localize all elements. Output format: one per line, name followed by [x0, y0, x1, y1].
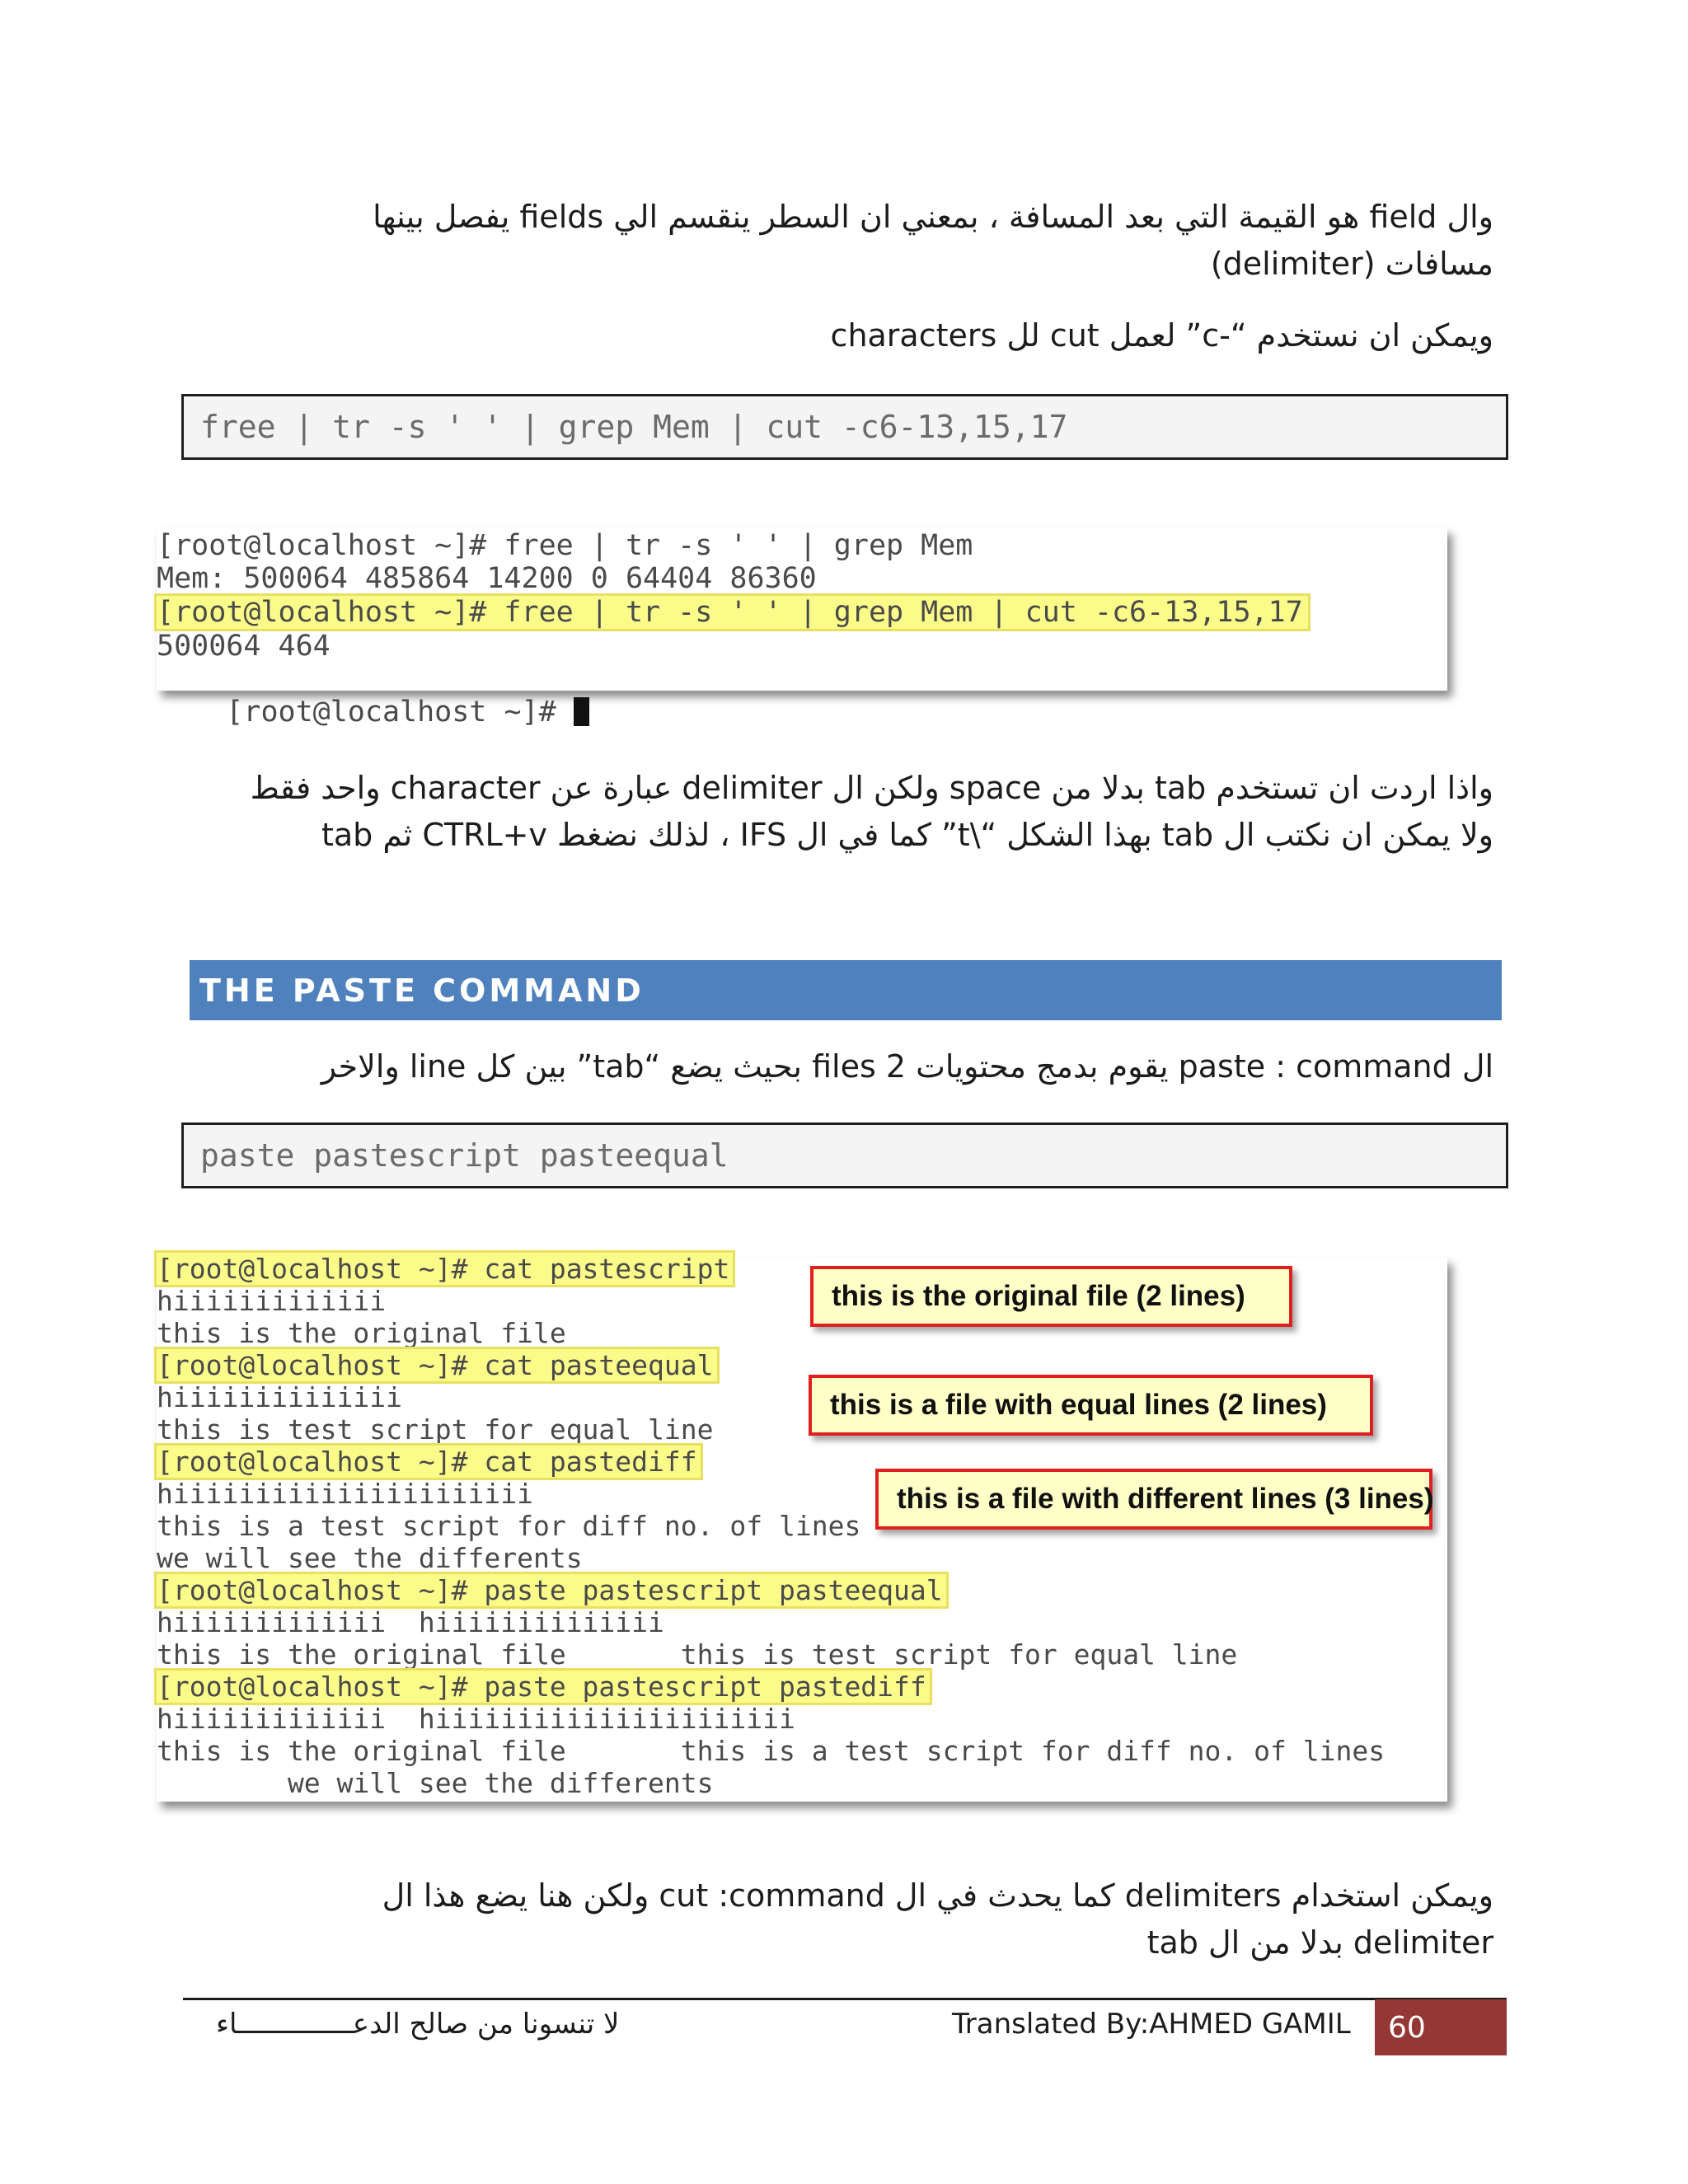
- terminal-highlighted-command: [root@localhost ~]# free | tr -s ' ' | grep Mem | cut -c6-13,15,17: [157, 596, 1308, 629]
- terminal-highlighted-command: [root@localhost ~]# paste pastescript pastediff: [157, 1671, 930, 1703]
- terminal-line: we will see the differents: [157, 1542, 583, 1574]
- terminal-line: this is the original file: [157, 1317, 566, 1349]
- terminal-prompt: [157, 663, 589, 762]
- section-heading-text: THE PASTE COMMAND: [199, 972, 645, 1009]
- delimiter-line-1: ويمكن استخدام delimiters كما يحدث في ال cut :command ولكن هنا يضع هذا ال: [382, 1877, 1493, 1914]
- terminal-line: Mem: 500064 485864 14200 0 64404 86360: [157, 562, 817, 595]
- code-paste-text: paste pastescript pasteequal: [200, 1137, 729, 1174]
- tab-paragraph: [190, 765, 1493, 859]
- terminal-line: this is the original file this is test script for equal line: [157, 1638, 1238, 1671]
- delimiter-paragraph: [247, 1872, 1493, 1966]
- callout-different-lines: this is a file with different lines (3 lines): [875, 1469, 1432, 1530]
- terminal-highlighted-command: [root@localhost ~]# cat pastediff: [157, 1446, 701, 1478]
- footer-dua-text: لا تنسونا من صالح الدعــــــــــــــاء: [216, 2008, 620, 2041]
- intro-line-2: مسافات (delimiter): [1210, 246, 1493, 282]
- terminal-screenshot-cut: [157, 527, 1447, 729]
- terminal-line: this is a test script for diff no. of lines: [157, 1510, 861, 1542]
- intro-line-1: وال field هو القيمة التي بعد المسافة ، بمعني ان السطر ينقسم الي fields يفصل بينها: [373, 199, 1493, 235]
- terminal-line: this is test script for equal line: [157, 1413, 714, 1446]
- terminal-line: hiiiiiiiiiiiiiiiiiiiiii: [157, 1478, 533, 1510]
- tab-line-1: واذا اردت ان تستخدم tab بدلا من space ولكن ال delimiter عبارة عن character واحد فقط: [250, 770, 1493, 806]
- footer-divider: [183, 1998, 1507, 2000]
- terminal-highlighted-command: [root@localhost ~]# cat pasteequal: [157, 1349, 717, 1381]
- delimiter-line-2: delimiter بدلا من ال tab: [1146, 1924, 1493, 1961]
- terminal-highlighted-command: [root@localhost ~]# paste pastescript pasteequal: [157, 1574, 946, 1606]
- terminal-screenshot-paste: [157, 1253, 1447, 1802]
- terminal-line: hiiiiiiiiiiiii hiiiiiiiiiiiiiiiiiiiiii: [157, 1703, 795, 1735]
- tab-line-2: ولا يمكن ان نكتب ال tab بهذا الشكل “\t” كما في ال IFS ، لذلك نضغط CTRL+v ثم tab: [321, 817, 1493, 853]
- terminal-prompt-text: [root@localhost ~]#: [226, 696, 574, 729]
- terminal-line: [root@localhost ~]# free | tr -s ' ' | grep Mem: [157, 529, 973, 562]
- terminal-line: this is the original file this is a test script for diff no. of lines: [157, 1735, 1386, 1767]
- terminal-line: 500064 464: [157, 630, 331, 663]
- section-heading: [190, 960, 1502, 1020]
- terminal-line: hiiiiiiiiiiiiii: [157, 1381, 403, 1413]
- paste-description: [247, 1043, 1493, 1090]
- terminal-cursor: [574, 697, 589, 726]
- terminal-line: hiiiiiiiiiiiii: [157, 1285, 387, 1317]
- intro-paragraph: [247, 194, 1493, 359]
- terminal-line: hiiiiiiiiiiiii hiiiiiiiiiiiiii: [157, 1606, 664, 1638]
- code-cut-text: free | tr -s ' ' | grep Mem | cut -c6-13,15,17: [200, 409, 1068, 445]
- code-box-paste: [181, 1122, 1508, 1188]
- terminal-line: we will see the differents: [157, 1767, 714, 1799]
- code-box-cut: [181, 394, 1508, 460]
- page-number: 60: [1375, 1999, 1507, 2055]
- footer-translator: Translated By:AHMED GAMIL: [952, 2008, 1351, 2041]
- terminal-highlighted-command: [root@localhost ~]# cat pastescript: [157, 1253, 733, 1285]
- callout-equal-lines: this is a file with equal lines (2 lines): [809, 1375, 1373, 1436]
- intro-line-3: ويمكن ان نستخدم “-c” لعمل cut لل characters: [830, 317, 1493, 354]
- callout-original-file: this is the original file (2 lines): [810, 1266, 1292, 1327]
- paste-description-text: ال paste : command يقوم بدمج محتويات 2 files بحيث يضع “tab” بين كل line والاخر: [321, 1048, 1493, 1085]
